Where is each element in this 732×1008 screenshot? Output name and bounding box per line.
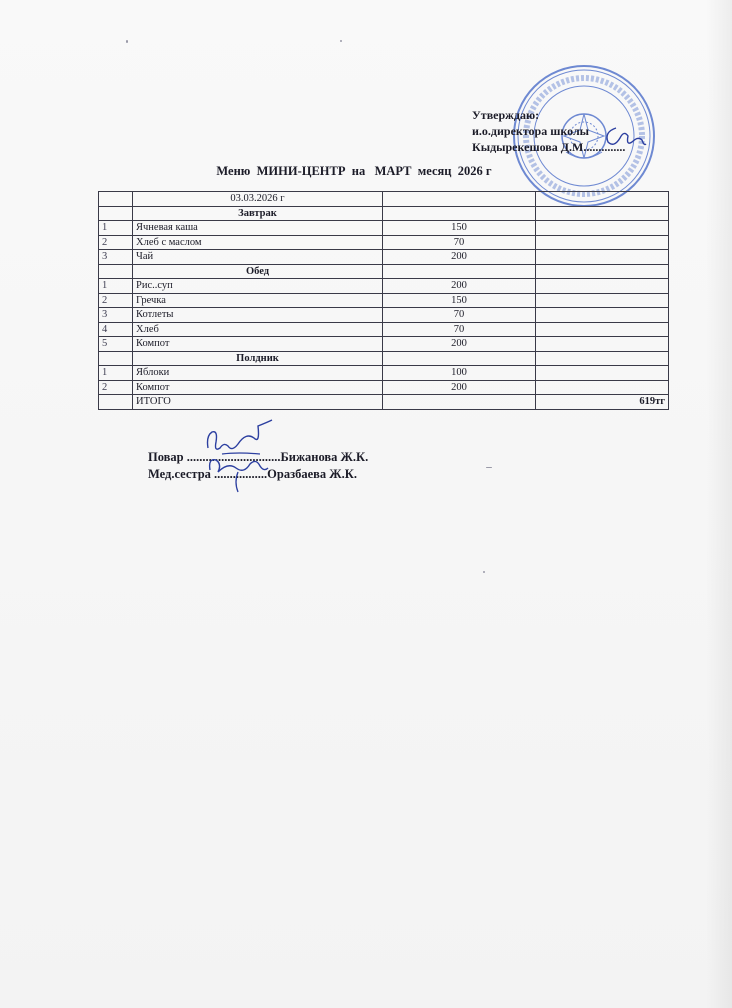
- table-cell: [536, 351, 669, 366]
- table-cell: [383, 264, 536, 279]
- table-cell: [536, 337, 669, 352]
- table-row: [99, 308, 669, 323]
- item-name: Чай: [133, 250, 383, 265]
- dust-speck: [486, 467, 492, 468]
- table-row: [99, 221, 669, 236]
- table-row: [99, 322, 669, 337]
- table-cell: [536, 264, 669, 279]
- item-name: Рис..суп: [133, 279, 383, 294]
- item-number: 5: [99, 337, 133, 352]
- section-header-row: [99, 264, 669, 279]
- table-cell: [536, 293, 669, 308]
- table-cell: [536, 322, 669, 337]
- table-cell: [383, 206, 536, 221]
- section-header-row: [99, 206, 669, 221]
- item-number: 1: [99, 221, 133, 236]
- item-number: 4: [99, 322, 133, 337]
- item-quantity: 70: [383, 235, 536, 250]
- nurse-signature-line: Мед.сестра .................Оразбаева Ж.К.: [148, 467, 357, 481]
- table-row: [99, 293, 669, 308]
- section-name: Обед: [133, 264, 383, 279]
- item-quantity: 70: [383, 308, 536, 323]
- dust-speck: [483, 571, 485, 573]
- approval-position: и.о.директора школы: [472, 124, 590, 138]
- dust-speck: [340, 40, 342, 42]
- item-number: 3: [99, 308, 133, 323]
- item-quantity: 150: [383, 221, 536, 236]
- table-cell: [383, 395, 536, 410]
- table-cell: [536, 221, 669, 236]
- item-quantity: 100: [383, 366, 536, 381]
- item-quantity: 200: [383, 380, 536, 395]
- table-cell: [536, 380, 669, 395]
- table-row: [99, 192, 669, 207]
- item-number: 1: [99, 366, 133, 381]
- table-cell: [536, 192, 669, 207]
- total-row: [99, 395, 669, 410]
- approval-heading: Утверждаю:: [472, 108, 540, 122]
- table-cell: [99, 351, 133, 366]
- table-cell: [536, 206, 669, 221]
- menu-table-body: [99, 192, 669, 410]
- menu-table: [98, 191, 669, 410]
- table-row: [99, 366, 669, 381]
- section-name: Завтрак: [133, 206, 383, 221]
- item-name: Котлеты: [133, 308, 383, 323]
- table-cell: [99, 264, 133, 279]
- item-quantity: 200: [383, 337, 536, 352]
- table-cell: [99, 192, 133, 207]
- item-quantity: 70: [383, 322, 536, 337]
- page-title: Меню МИНИ-ЦЕНТР на МАРТ месяц 2026 г: [216, 164, 492, 178]
- menu-date: 03.03.2026 г: [133, 192, 383, 207]
- section-header-row: [99, 351, 669, 366]
- item-number: 1: [99, 279, 133, 294]
- table-row: [99, 380, 669, 395]
- dust-speck: [126, 40, 128, 43]
- item-number: 2: [99, 380, 133, 395]
- table-cell: [536, 366, 669, 381]
- table-cell: [383, 192, 536, 207]
- item-name: Компот: [133, 337, 383, 352]
- cook-nurse-signatures: [198, 418, 288, 496]
- table-cell: [383, 351, 536, 366]
- item-name: Гречка: [133, 293, 383, 308]
- approver-signature: [602, 122, 648, 152]
- table-row: [99, 235, 669, 250]
- page-edge-shadow: [706, 0, 732, 1008]
- item-name: Хлеб с маслом: [133, 235, 383, 250]
- item-name: Ячневая каша: [133, 221, 383, 236]
- table-row: [99, 279, 669, 294]
- table-row: [99, 250, 669, 265]
- item-name: Хлеб: [133, 322, 383, 337]
- item-quantity: 200: [383, 279, 536, 294]
- item-number: 2: [99, 293, 133, 308]
- item-name: Компот: [133, 380, 383, 395]
- item-number: 3: [99, 250, 133, 265]
- table-cell: [536, 250, 669, 265]
- table-cell: [536, 279, 669, 294]
- total-value: 619тг: [536, 395, 669, 410]
- cook-signature-line: Повар ..............................Бижанова Ж.К.: [148, 450, 369, 464]
- table-cell: [536, 308, 669, 323]
- table-cell: [99, 395, 133, 410]
- table-cell: [99, 206, 133, 221]
- approval-name: Кыдырекешова Д.М..............: [472, 140, 626, 154]
- item-quantity: 200: [383, 250, 536, 265]
- total-label: ИТОГО: [133, 395, 383, 410]
- item-name: Яблоки: [133, 366, 383, 381]
- item-quantity: 150: [383, 293, 536, 308]
- table-row: [99, 337, 669, 352]
- section-name: Полдник: [133, 351, 383, 366]
- table-cell: [536, 235, 669, 250]
- item-number: 2: [99, 235, 133, 250]
